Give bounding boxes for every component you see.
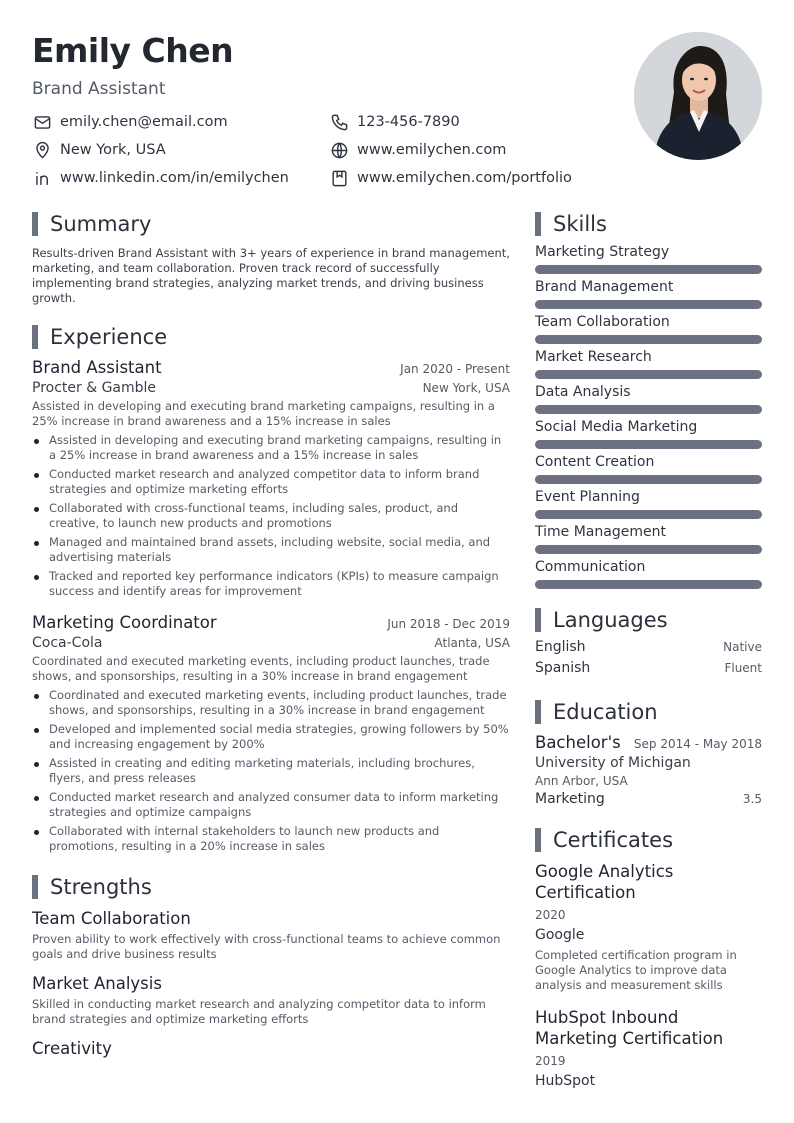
list-item: Collaborated with internal stakeholders to launch new products and promotions, resulting in a 20% increase in sales xyxy=(32,824,510,854)
job-company-row xyxy=(32,380,510,396)
job-bullets xyxy=(32,433,510,599)
list-item: Assisted in developing and executing brand marketing campaigns, resulting in a 25% increase in brand awareness and a 15% increase in sales xyxy=(32,433,510,463)
skill-item xyxy=(535,348,762,379)
skill-item xyxy=(535,418,762,449)
contact-portfolio[interactable] xyxy=(329,167,572,189)
job-date: Jan 2020 - Present xyxy=(400,362,510,376)
linkedin-icon xyxy=(32,168,52,188)
skill-name: Marketing Strategy xyxy=(535,244,670,260)
strength-item xyxy=(32,909,510,962)
candidate-name: Emily Chen xyxy=(32,31,234,70)
list-item: Developed and implemented social media strategies, growing followers by 50% and increasing engagement by 200% xyxy=(32,722,510,752)
skill-level-bar xyxy=(535,300,762,309)
strength-item xyxy=(32,1039,510,1058)
education-field: Marketing xyxy=(535,791,605,807)
job-header-row xyxy=(32,358,510,377)
skill-name: Time Management xyxy=(535,524,666,540)
list-item: Assisted in creating and editing marketing materials, including brochures, flyers, and press releases xyxy=(32,756,510,786)
job-location: New York, USA xyxy=(422,381,510,395)
profile-photo xyxy=(634,32,762,160)
skill-item xyxy=(535,523,762,554)
contact-website[interactable] xyxy=(329,139,506,161)
skill-name: Social Media Marketing xyxy=(535,419,698,435)
education-date: Sep 2014 - May 2018 xyxy=(633,737,762,751)
right-column xyxy=(535,211,762,1103)
certificate-title: Google Analytics Certification xyxy=(535,862,674,902)
language-level: Native xyxy=(723,640,762,654)
skill-name: Communication xyxy=(535,559,646,575)
list-item: Collaborated with cross-functional teams, including sales, product, and creative, to launch new products and promotions xyxy=(32,501,510,531)
email-text: emily.chen@email.com xyxy=(60,114,228,130)
section-title: Strengths xyxy=(50,875,152,899)
job-bullets xyxy=(32,688,510,854)
job-company: Coca-Cola xyxy=(32,635,103,651)
skill-level-bar xyxy=(535,405,762,414)
contact-location xyxy=(32,139,166,161)
languages-heading xyxy=(535,607,762,633)
certificate-title: HubSpot Inbound Marketing Certification xyxy=(535,1008,724,1048)
skill-name: Data Analysis xyxy=(535,384,631,400)
language-item xyxy=(535,639,762,660)
skill-item xyxy=(535,313,762,344)
education-gpa: 3.5 xyxy=(742,792,762,806)
language-name: English xyxy=(535,639,586,655)
strengths-heading xyxy=(32,874,510,900)
skill-item xyxy=(535,453,762,484)
job-title: Brand Assistant xyxy=(32,358,162,377)
summary-text: Results-driven Brand Assistant with 3+ years of experience in brand management, marketing, and team collaboration. Proven track record of successfully implementing brand strategies, analyzing market trends, and driving business growth. xyxy=(32,246,510,305)
language-item xyxy=(535,660,762,681)
strength-description: Proven ability to work effectively with cross-functional teams to achieve common goals and drive business results xyxy=(32,932,501,961)
strength-item xyxy=(32,974,510,1027)
skill-level-bar xyxy=(535,580,762,589)
job-company-row xyxy=(32,635,510,651)
skill-name: Team Collaboration xyxy=(535,314,670,330)
skill-level-bar xyxy=(535,265,762,274)
contact-linkedin[interactable] xyxy=(32,167,289,189)
strengths-list xyxy=(32,909,510,1058)
candidate-title: Brand Assistant xyxy=(32,79,166,99)
section-bar xyxy=(32,325,38,349)
location-pin-icon xyxy=(32,140,52,160)
list-item: Managed and maintained brand assets, including website, social media, and advertising materials xyxy=(32,535,510,565)
strength-title: Team Collaboration xyxy=(32,909,191,928)
skill-level-bar xyxy=(535,440,762,449)
globe-icon xyxy=(329,140,349,160)
skill-name: Event Planning xyxy=(535,489,640,505)
strength-title: Creativity xyxy=(32,1039,112,1058)
skill-item xyxy=(535,488,762,519)
job-company: Procter & Gamble xyxy=(32,380,157,396)
skill-name: Market Research xyxy=(535,349,652,365)
skill-level-bar xyxy=(535,510,762,519)
job-title: Marketing Coordinator xyxy=(32,613,217,632)
skill-name: Content Creation xyxy=(535,454,655,470)
experience-heading xyxy=(32,324,510,350)
section-title: Experience xyxy=(50,325,168,349)
skill-level-bar xyxy=(535,545,762,554)
summary-heading xyxy=(32,211,510,237)
section-title: Education xyxy=(553,700,658,724)
education-entry xyxy=(535,733,762,807)
resume-header xyxy=(32,30,632,100)
phone-icon xyxy=(329,112,349,132)
section-title: Skills xyxy=(553,212,607,236)
language-name: Spanish xyxy=(535,660,591,676)
list-item: Conducted market research and analyzed consumer data to inform marketing strategies and optimize campaigns xyxy=(32,790,510,820)
job-header-row xyxy=(32,613,510,632)
portfolio-icon xyxy=(329,168,349,188)
job-location: Atlanta, USA xyxy=(434,636,510,650)
section-bar xyxy=(535,608,541,632)
job-description: Assisted in developing and executing brand marketing campaigns, resulting in a 25% increase in brand awareness and a 15% increase in sales xyxy=(32,399,495,428)
certificate-year: 2020 xyxy=(535,908,566,922)
job-description: Coordinated and executed marketing events, including product launches, trade shows, and sponsorships, resulting in a 30% increase in brand engagement xyxy=(32,654,490,683)
education-location: Ann Arbor, USA xyxy=(535,774,628,788)
education-degree: Bachelor's xyxy=(535,733,621,752)
education-heading xyxy=(535,699,762,725)
skills-heading xyxy=(535,211,762,237)
education-school: University of Michigan xyxy=(535,755,691,771)
strength-description: Skilled in conducting market research and analyzing competitor data to inform brand strategies and optimize marketing efforts xyxy=(32,997,486,1026)
list-item: Conducted market research and analyzed competitor data to inform brand strategies and optimize marketing efforts xyxy=(32,467,510,497)
section-title: Certificates xyxy=(553,828,674,852)
location-text: New York, USA xyxy=(60,142,166,158)
linkedin-text: www.linkedin.com/in/emilychen xyxy=(60,170,289,186)
list-item: Tracked and reported key performance indicators (KPIs) to measure campaign success and identify areas for improvement xyxy=(32,569,510,599)
skill-level-bar xyxy=(535,370,762,379)
section-bar xyxy=(535,212,541,236)
certificate-item xyxy=(535,1007,762,1089)
skill-name: Brand Management xyxy=(535,279,674,295)
certificates-heading xyxy=(535,827,762,853)
language-level: Fluent xyxy=(724,661,762,675)
certificate-item xyxy=(535,861,762,993)
section-bar xyxy=(535,828,541,852)
skill-item xyxy=(535,243,762,274)
section-title: Summary xyxy=(50,212,152,236)
job-date: Jun 2018 - Dec 2019 xyxy=(387,617,510,631)
certificate-issuer: HubSpot xyxy=(535,1073,596,1089)
skill-level-bar xyxy=(535,475,762,484)
experience-list xyxy=(32,358,510,854)
contact-phone[interactable] xyxy=(329,111,460,133)
skills-list xyxy=(535,243,762,589)
skill-item xyxy=(535,558,762,589)
languages-list xyxy=(535,639,762,681)
certificate-description: Completed certification program in Google Analytics to improve data analysis and measurement skills xyxy=(535,948,737,992)
skill-level-bar xyxy=(535,335,762,344)
section-title: Languages xyxy=(553,608,668,632)
phone-text: 123-456-7890 xyxy=(357,114,460,130)
job-entry xyxy=(32,613,510,854)
list-item: Coordinated and executed marketing events, including product launches, trade shows, and sponsorships, resulting in a 30% increase in brand engagement xyxy=(32,688,510,718)
website-text: www.emilychen.com xyxy=(357,142,507,158)
mail-icon xyxy=(32,112,52,132)
certificate-issuer: Google xyxy=(535,927,585,943)
skill-item xyxy=(535,383,762,414)
section-bar xyxy=(32,875,38,899)
section-bar xyxy=(32,212,38,236)
job-entry xyxy=(32,358,510,599)
portfolio-text: www.emilychen.com/portfolio xyxy=(357,170,572,186)
left-column xyxy=(32,211,510,1058)
contact-email[interactable] xyxy=(32,111,228,133)
skill-item xyxy=(535,278,762,309)
section-bar xyxy=(535,700,541,724)
certificate-year: 2019 xyxy=(535,1054,566,1068)
strength-title: Market Analysis xyxy=(32,974,162,993)
certificates-list xyxy=(535,861,762,1089)
